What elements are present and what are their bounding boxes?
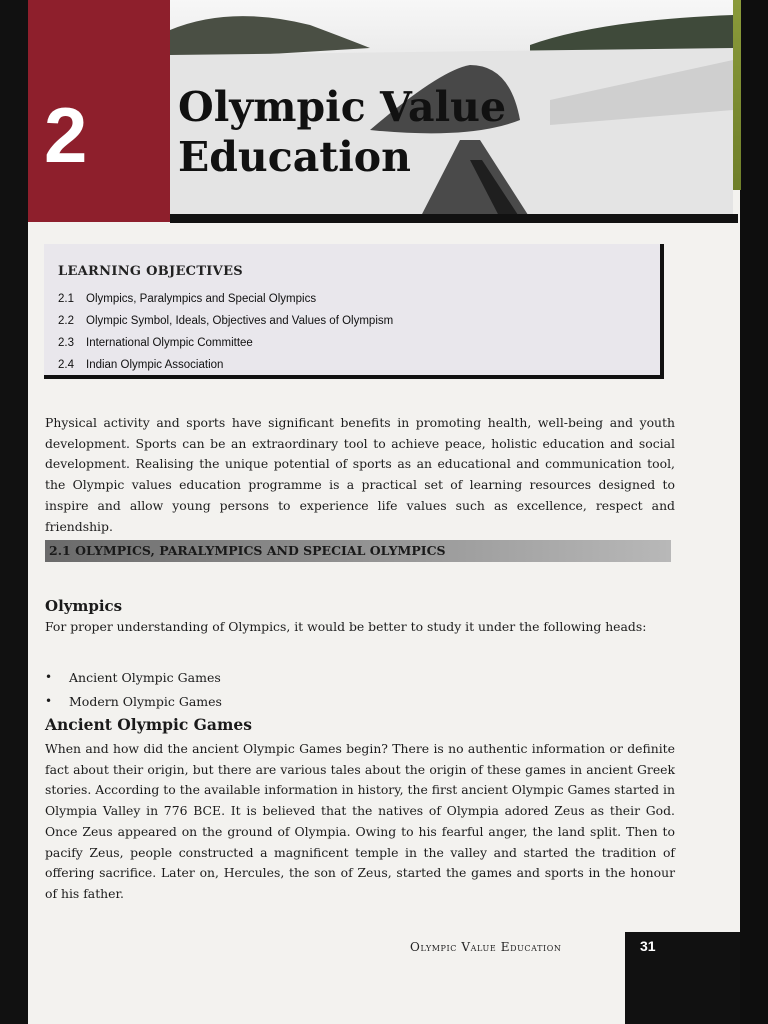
- right-page-edge: [740, 0, 768, 1024]
- objectives-list: [58, 288, 638, 376]
- learning-objectives-box: [44, 244, 664, 379]
- page-number: 31: [640, 938, 656, 954]
- left-page-edge: [0, 0, 28, 1024]
- ancient-games-heading: Ancient Olympic Games: [45, 715, 252, 734]
- chapter-title-line-2: Education: [178, 133, 411, 181]
- ancient-games-paragraph: When and how did the ancient Olympic Games begin? There is no authentic information or definite fact about their origin, but there are various tales about the origin of these games in ancient Greek stories. According to the available information in history, the first ancient Olympic Games started in Olympia Valley in 776 BCE. It is believed that the natives of Olympia adored Zeus as their God. Once Zeus appeared on the ground of Olympia. Owing to his fearful anger, the land split. Then to pacify Zeus, people constructed a magnificent temple in the valley and started the tradition of offering sacrifice. Later on, Hercules, the son of Zeus, started the games and sports in the honour of his father.: [45, 741, 675, 901]
- objective-item: [58, 354, 638, 376]
- objective-label: Olympic Symbol, Ideals, Objectives and Values of Olympism: [86, 315, 394, 327]
- adjacent-page-edge: [733, 0, 741, 190]
- running-footer: Olympic Value Education: [410, 940, 562, 954]
- objective-item: [58, 310, 638, 332]
- objective-item: [58, 288, 638, 310]
- objective-label: Olympics, Paralympics and Special Olympics: [86, 293, 317, 305]
- objectives-heading: LEARNING OBJECTIVES: [58, 264, 243, 279]
- objective-label: Indian Olympic Association: [86, 359, 224, 371]
- chapter-number: 2: [44, 91, 88, 179]
- olympics-paragraph: For proper understanding of Olympics, it would be better to study it under the following heads:: [45, 619, 647, 634]
- bullet-item: [45, 689, 445, 713]
- section-heading-bar: [45, 540, 671, 562]
- objective-label: International Olympic Committee: [86, 337, 253, 349]
- objective-item: [58, 332, 638, 354]
- objective-number: 2.4: [58, 359, 74, 371]
- bullet-marker: •: [45, 694, 53, 708]
- bullet-marker: •: [45, 670, 53, 684]
- bullet-item: [45, 665, 445, 689]
- objective-number: 2.1: [58, 293, 74, 305]
- section-heading: 2.1 OLYMPICS, PARALYMPICS AND SPECIAL OLYMPICS: [49, 543, 446, 558]
- header-rule: [170, 214, 738, 223]
- chapter-title: [178, 82, 538, 182]
- intro-paragraph: Physical activity and sports have significant benefits in promoting health, well-being and youth development. Sports can be an extraordinary tool to achieve peace, holistic education and social development. Realising the unique potential of sports as an educational and communication tool, the Olympic values education programme is a practical set of learning resources designed to inspire and allow young persons to experience life values such as excellence, respect and friendship.: [45, 415, 675, 534]
- objective-number: 2.2: [58, 315, 74, 327]
- bullet-text: Modern Olympic Games: [69, 693, 222, 709]
- objective-number: 2.3: [58, 337, 74, 349]
- bullet-text: Ancient Olympic Games: [69, 669, 221, 685]
- olympics-heading: Olympics: [45, 597, 123, 615]
- olympics-bullet-list: [45, 665, 445, 713]
- chapter-title-line-1: Olympic Value: [178, 83, 507, 131]
